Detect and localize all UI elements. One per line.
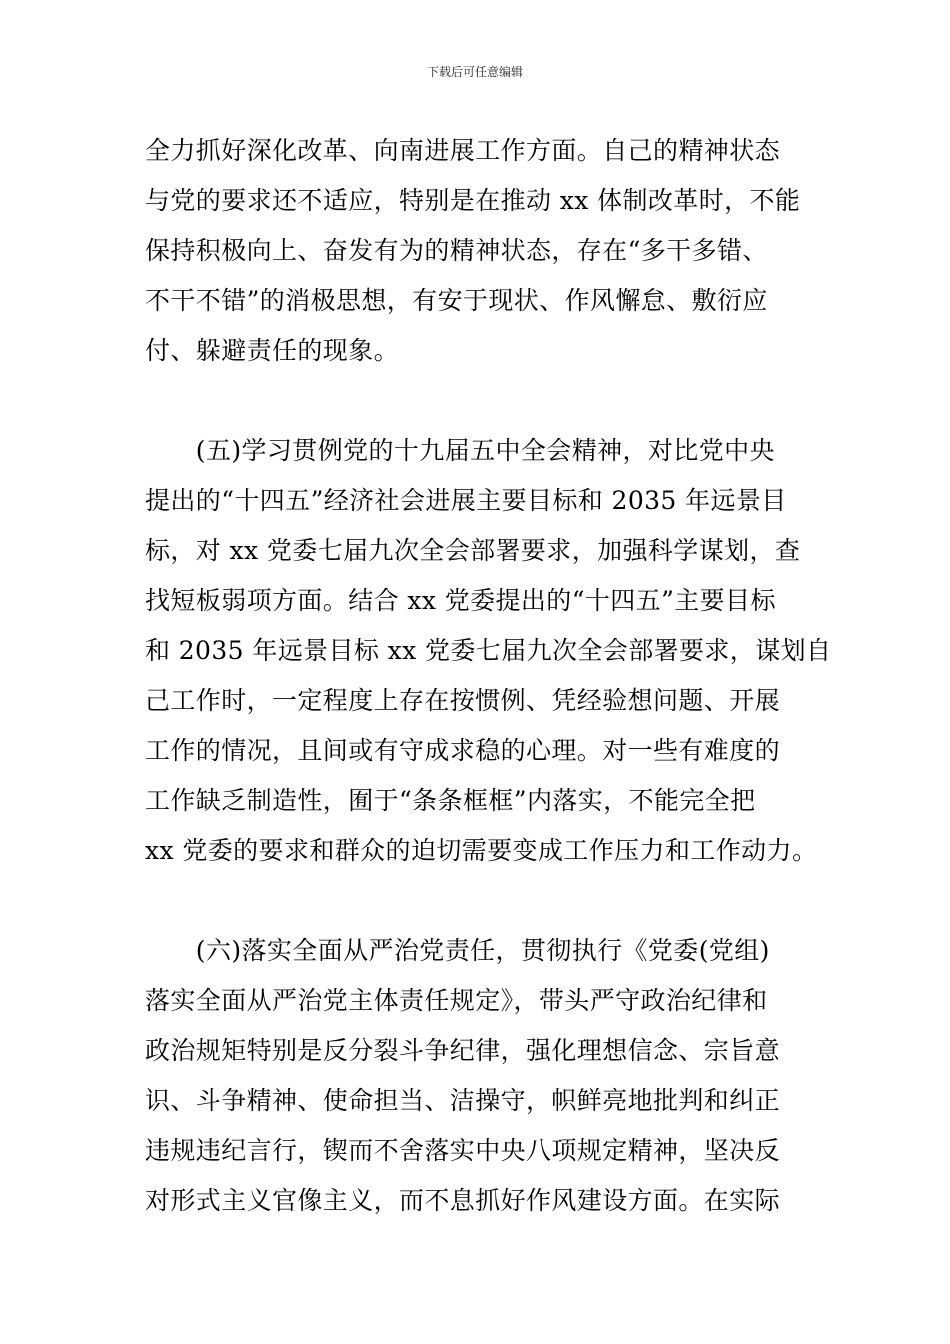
text-line: 落实全面从严治党主体责任规定》，带头严守政治纪律和 bbox=[145, 986, 768, 1015]
text-line: 找短板弱项方面。结合 xx 党委提出的“十四五”主要目标 bbox=[145, 586, 776, 615]
text-line: 付、躲避责任的现象。 bbox=[145, 336, 400, 365]
text-line: 识、斗争精神、使命担当、洁操守，帜鲜亮地批判和纠正 bbox=[145, 1086, 781, 1115]
text-line: 与党的要求还不适应，特别是在推动 xx 体制改革时，不能 bbox=[145, 186, 801, 215]
text-line: 工作缺乏制造性，囿于“条条框框”内落实，不能完全把 bbox=[145, 786, 756, 815]
text-line: 和 2035 年远景目标 xx 党委七届九次全会部署要求，谋划自 bbox=[145, 636, 832, 665]
text-line: 工作的情况，且间或有守成求稳的心理。对一些有难度的 bbox=[145, 736, 781, 765]
paragraph-2 bbox=[145, 426, 832, 876]
text-line: 违规违纪言行，锲而不舍落实中央八项规定精神，坚决反 bbox=[145, 1136, 781, 1165]
text-line: 提出的“十四五”经济社会进展主要目标和 2035 年远景目 bbox=[145, 486, 787, 515]
text-line: 全力抓好深化改革、向南进展工作方面。自己的精神状态 bbox=[145, 136, 781, 165]
text-line: (五)学习贯例党的十九届五中全会精神，对比党中央 bbox=[145, 436, 775, 465]
text-line: 己工作时，一定程度上存在按惯例、凭经验想问题、开展 bbox=[145, 686, 781, 715]
text-line: 对形式主义官像主义，而不息抓好作风建设方面。在实际 bbox=[145, 1186, 781, 1215]
document-body bbox=[145, 126, 832, 1226]
page-header: 下载后可任意编辑 bbox=[426, 65, 523, 79]
text-line: 不干不错”的消极思想，有安于现状、作风懈怠、敷衍应 bbox=[145, 286, 768, 315]
text-line: 政治规矩特别是反分裂斗争纪律，强化理想信念、宗旨意 bbox=[145, 1036, 781, 1065]
text-line: xx 党委的要求和群众的迫切需要变成工作压力和工作动力。 bbox=[145, 836, 818, 865]
text-line: 保持积极向上、奋发有为的精神状态，存在“多干多错、 bbox=[145, 236, 768, 265]
paragraph-3 bbox=[145, 926, 807, 1226]
text-line: (六)落实全面从严治党责任，贯彻执行《党委(党组) bbox=[145, 936, 770, 965]
text-line: 标，对 xx 党委七届九次全会部署要求，加强科学谋划，查 bbox=[145, 536, 801, 565]
paragraph-1 bbox=[145, 126, 807, 376]
